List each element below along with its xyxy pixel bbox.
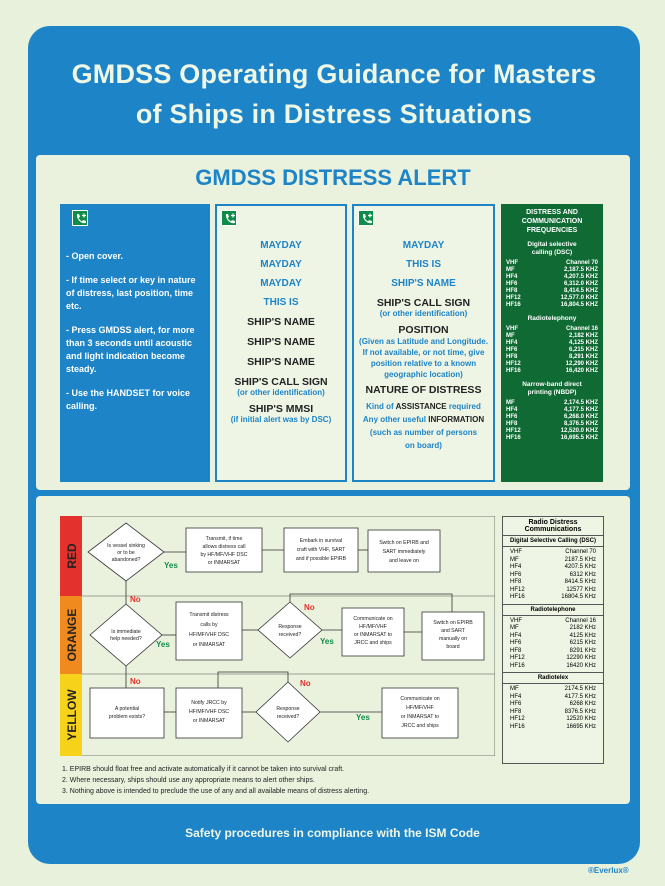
decision-immediate-help: [90, 604, 162, 666]
q2-line: help needed?: [110, 636, 142, 642]
this-is-text: THIS IS: [405, 259, 441, 270]
frequency-row: [506, 347, 598, 354]
frequency-row: [506, 267, 598, 274]
q4-line: Response: [276, 706, 300, 712]
band-cell: MF: [510, 686, 519, 692]
band-cell: HF8: [506, 421, 518, 427]
frequency-row: [510, 579, 596, 587]
band-cell: HF4: [510, 632, 522, 639]
call-sign-text: SHIP'S CALL SIGN: [234, 376, 328, 388]
information-line: Any other useful INFORMATION: [362, 415, 485, 424]
r2-line: Embark in survival: [299, 538, 343, 544]
frequency-cell: 6268 KHz: [569, 701, 596, 707]
r3-line: SART immediately: [382, 549, 426, 555]
frequency-cell: 16420 KHz: [566, 662, 596, 669]
band-cell: VHF: [506, 326, 518, 332]
no-label: No: [130, 677, 141, 686]
y2-line: Communicate on: [400, 696, 440, 702]
band-cell: HF12: [506, 295, 521, 301]
o2-line: HF/MF/VHF: [359, 624, 387, 630]
band-cell: HF8: [506, 288, 518, 294]
frequency-row: [506, 326, 598, 333]
band-cell: VHF: [510, 617, 522, 624]
radio-distress-heading: Radio Distress Communications: [503, 517, 603, 536]
frequency-row: [506, 428, 598, 435]
no-label: No: [300, 679, 311, 688]
frequency-cell: 16,695.5 KHZ: [560, 435, 598, 441]
frequency-row: [506, 421, 598, 428]
frequency-row: [510, 686, 596, 694]
frequency-row: [510, 724, 596, 732]
frequency-cell: 8414.5 KHz: [564, 579, 596, 585]
frequency-row: [510, 625, 596, 633]
frequency-cell: 4,207.5 KHZ: [563, 274, 598, 280]
y1-line: or INMARSAT: [192, 718, 226, 724]
band-cell: VHF: [510, 549, 522, 555]
frequency-row: [506, 414, 598, 421]
frequency-row: [506, 407, 598, 414]
rt-subheading: Radiotelephony: [527, 315, 577, 322]
frequency-row: [510, 640, 596, 648]
frequency-row: [510, 633, 596, 641]
frequency-cell: 2,187.5 KHZ: [563, 267, 598, 273]
band-cell: HF4: [510, 693, 522, 700]
frequency-cell: 12577 KHz: [566, 586, 596, 593]
ship-name-text: SHIP'S NAME: [247, 356, 315, 368]
radiotelex-subheading: Radiotelex: [503, 672, 603, 684]
band-cell: HF16: [510, 723, 525, 730]
mayday-text: MAYDAY: [260, 240, 302, 251]
call-sign-note: (or other identification): [379, 309, 468, 318]
step-transmit-distress-calls: [176, 602, 242, 660]
note-item: 3. Nothing above is intended to preclude the use of any and all available means of distress alerting.: [62, 788, 370, 795]
yellow-label: YELLOW: [65, 689, 79, 741]
o1-line: HF/MF/VHF DSC: [188, 632, 230, 638]
r3-line: and leave on: [389, 558, 419, 564]
band-cell: HF16: [506, 368, 521, 374]
note-item: 2. Where necessary, ships should use any appropriate means to alert other ships.: [62, 777, 315, 784]
frequency-row: [506, 400, 598, 407]
frequency-row: [510, 694, 596, 702]
frequency-row: [506, 288, 598, 295]
radiotelephone-subheading: Radiotelephone: [503, 604, 603, 616]
band-cell: MF: [510, 556, 519, 563]
brand-logo: ®Everlux®: [588, 866, 629, 875]
notes-list: [62, 764, 369, 797]
frequency-row: [506, 295, 598, 302]
band-cell: HF4: [506, 274, 518, 280]
o3-line: manually on: [439, 636, 467, 642]
band-cell: HF8: [510, 579, 522, 585]
frequency-row: [506, 302, 598, 309]
band-cell: HF4: [506, 340, 518, 346]
frequency-row: [510, 701, 596, 709]
frequency-row: [510, 655, 596, 663]
frequency-cell: 6215 KHz: [569, 640, 596, 646]
no-label: No: [304, 603, 315, 612]
step-potential-problem: [90, 688, 164, 738]
distress-message-column: [352, 204, 495, 482]
q1-line: Is vessel sinking: [107, 543, 145, 549]
frequency-cell: 2182 KHz: [569, 625, 596, 631]
frequency-cell: 16,420 KHZ: [565, 368, 598, 374]
frequency-row: [506, 281, 598, 288]
main-title: GMDSS Operating Guidance for Masters of Ships in Distress Situations: [71, 59, 597, 129]
frequency-row: [510, 648, 596, 656]
frequency-cell: 2,174.5 KHZ: [563, 400, 598, 406]
information-note: on board): [405, 441, 442, 450]
dsc-table: [506, 260, 598, 309]
frequency-cell: 12520 KHz: [566, 716, 596, 722]
band-cell: MF: [506, 333, 515, 339]
band-cell: HF12: [506, 428, 521, 434]
frequency-cell: 4207.5 KHz: [564, 564, 596, 570]
o3-line: and SART: [441, 628, 465, 634]
q3-line: received?: [278, 632, 302, 638]
frequency-row: [506, 361, 598, 368]
o2-line: JRCC and ships: [354, 640, 392, 646]
alert-heading: GMDSS DISTRESS ALERT: [195, 165, 471, 190]
frequency-cell: 8,291 KHZ: [568, 354, 598, 360]
distress-phone-icon: [358, 210, 374, 226]
r1-line: by HF/MF/VHF DSC: [200, 552, 248, 558]
y0-line: problem exists?: [108, 714, 146, 720]
band-cell: HF12: [506, 361, 521, 367]
o2-line: Communicate on: [353, 616, 393, 622]
o2-line: or INMARSAT to: [353, 632, 393, 638]
frequency-row: [506, 435, 598, 442]
assistance-line: Kind of ASSISTANCE required: [366, 402, 481, 411]
frequency-row: [510, 663, 596, 671]
frequency-cell: 6,312.0 KHZ: [563, 281, 598, 287]
initial-call-column: [215, 204, 347, 482]
frequency-cell: 12,520.0 KHZ: [560, 428, 598, 434]
q4-line: received?: [276, 714, 300, 720]
q1-line: or to be: [117, 550, 135, 556]
band-cell: HF6: [506, 347, 518, 353]
frequency-cell: 12,290 KHZ: [565, 361, 598, 367]
mayday-text: MAYDAY: [402, 240, 445, 251]
band-cell: MF: [506, 267, 515, 273]
frequencies-box: [501, 204, 603, 482]
frequency-cell: 6,215 KHZ: [568, 347, 598, 353]
r2-line: and if possible EPIRB: [295, 556, 347, 562]
r1-line: allows distress call: [202, 544, 246, 550]
frequency-row: [506, 354, 598, 361]
frequency-row: [510, 557, 596, 565]
q3-line: Response: [278, 624, 302, 630]
band-cell: HF8: [510, 708, 522, 715]
information-note: (such as number of persons: [369, 428, 478, 437]
instructions-box: [60, 204, 210, 482]
dsc-subheading: Digital Selective Calling (DSC): [503, 536, 603, 547]
frequency-row: [506, 340, 598, 347]
band-cell: MF: [506, 400, 515, 406]
o3-line: Switch on EPIRB: [433, 620, 473, 626]
frequency-row: [506, 274, 598, 281]
radiotelephone-table: [510, 618, 596, 671]
band-cell: HF4: [506, 407, 518, 413]
r3-line: Switch on EPIRB and: [379, 540, 429, 546]
r1-line: Transmit, if time: [205, 536, 243, 542]
frequency-cell: 6,268.0 KHZ: [563, 414, 598, 420]
frequency-cell: 4,125 KHZ: [568, 340, 598, 346]
frequency-cell: 16,804.5 KHZ: [560, 302, 598, 308]
frequency-cell: 8376.5 KHz: [564, 708, 596, 715]
yes-label: Yes: [164, 561, 178, 570]
r2-line: craft with VHF, SART: [296, 547, 346, 553]
instruction-item: - If time select or key in nature of distress, last position, time etc.: [66, 275, 196, 311]
distress-phone-icon: [72, 210, 88, 226]
note-item: 1. EPIRB should float free and activate automatically if it cannot be taken into survival craft.: [62, 766, 345, 773]
band-cell: HF16: [506, 302, 521, 308]
r1-line: or INMARSAT: [207, 560, 241, 566]
mmsi-note: (if initial alert was by DSC): [230, 415, 332, 424]
y2-line: HF/MF/VHF: [406, 705, 434, 711]
band-cell: HF6: [510, 571, 522, 578]
red-label: RED: [65, 543, 79, 569]
yes-label: Yes: [320, 637, 334, 646]
call-sign-text: SHIP'S CALL SIGN: [376, 297, 471, 309]
nbdp-table: [506, 400, 598, 442]
frequency-cell: 2,182 KHZ: [568, 333, 598, 339]
o1-line: calls by: [200, 622, 218, 628]
nature-text: NATURE OF DISTRESS: [365, 384, 482, 396]
ship-name-text: SHIP'S NAME: [247, 316, 315, 328]
band-cell: HF12: [510, 716, 525, 722]
frequency-cell: 4,177.5 KHZ: [563, 407, 598, 413]
o1-line: Transmit distress: [189, 612, 229, 618]
o1-line: or INMARSAT: [192, 642, 226, 648]
this-is-text: THIS IS: [263, 297, 299, 308]
nbdp-subheading: Narrow-band direct printing (NBDP): [522, 381, 582, 396]
frequency-cell: 12,577.0 KHZ: [560, 295, 598, 301]
frequency-cell: 4177.5 KHz: [564, 693, 596, 700]
frequency-cell: Channel 16: [565, 617, 596, 624]
band-cell: HF16: [506, 435, 521, 441]
frequency-row: [506, 333, 598, 340]
frequency-cell: 6312 KHz: [569, 571, 596, 578]
frequency-cell: 2187.5 KHz: [564, 556, 596, 563]
yes-label: Yes: [356, 713, 370, 722]
y1-line: Notify JRCC by: [191, 700, 227, 706]
frequency-row: [510, 587, 596, 595]
y0-line: A potential: [114, 706, 140, 712]
instruction-item: - Open cover.: [66, 251, 124, 261]
instruction-item: - Use the HANDSET for voice calling.: [66, 388, 191, 411]
frequency-cell: Channel 16: [565, 326, 598, 332]
o3-line: board: [446, 644, 460, 650]
band-cell: HF6: [510, 701, 522, 707]
position-text: POSITION: [398, 324, 449, 336]
frequencies-heading: DISTRESS AND COMMUNICATION FREQUENCIES: [521, 209, 583, 234]
radio-distress-box: [502, 516, 604, 764]
band-cell: HF4: [510, 564, 522, 570]
q1-line: abandoned?: [111, 557, 141, 563]
band-cell: HF16: [510, 594, 525, 600]
frequency-cell: 8,414.5 KHZ: [563, 288, 598, 294]
no-label: No: [130, 595, 141, 604]
y1-line: HF/MF/VHF DSC: [188, 709, 230, 715]
instruction-item: - Press GMDSS alert, for more than 3 seconds until acoustic and light indication become steady.: [66, 325, 195, 374]
distress-flowchart: [60, 516, 495, 756]
mmsi-text: SHIP'S MMSI: [248, 403, 314, 415]
frequency-cell: 2174.5 KHz: [564, 686, 596, 692]
ship-name-text: SHIP'S NAME: [247, 336, 315, 348]
frequency-cell: Channel 70: [565, 549, 596, 555]
yes-label: Yes: [156, 640, 170, 649]
frequency-cell: 16804.5 KHz: [561, 594, 596, 600]
band-cell: HF12: [510, 586, 525, 593]
band-cell: HF8: [510, 647, 522, 654]
frequency-cell: Channel 70: [565, 260, 598, 266]
position-note: geographic location): [384, 370, 463, 379]
frequency-cell: 4125 KHz: [569, 632, 596, 639]
frequency-row: [506, 260, 598, 267]
band-cell: HF6: [510, 640, 522, 646]
mayday-text: MAYDAY: [260, 259, 302, 270]
position-note: If not available, or not time, give: [362, 348, 485, 357]
band-cell: HF8: [506, 354, 518, 360]
radiotelex-table: [510, 686, 596, 731]
rt-table: [506, 326, 598, 375]
frequency-row: [510, 564, 596, 572]
position-note: position relative to a known: [370, 359, 477, 368]
band-cell: HF6: [506, 414, 518, 420]
frequency-row: [510, 716, 596, 724]
decision-response-yellow: [256, 682, 320, 742]
dsc-table: [510, 549, 596, 602]
frequency-row: [506, 368, 598, 375]
footer-text: Safety procedures in compliance with the ISM Code: [185, 826, 480, 840]
call-sign-note: (or other identification): [237, 388, 325, 397]
band-cell: HF12: [510, 655, 525, 661]
band-cell: MF: [510, 625, 519, 631]
position-note: (Given as Latitude and Longitude.: [359, 337, 488, 346]
frequency-row: [510, 618, 596, 626]
y2-line: or INMARSAT to: [400, 714, 440, 720]
ship-name-text: SHIP'S NAME: [391, 278, 456, 289]
y2-line: JRCC and ships: [401, 723, 439, 729]
dsc-subheading: Digital selective calling (DSC): [527, 241, 577, 256]
frequency-cell: 8291 KHz: [569, 647, 596, 654]
frequency-cell: 8,376.5 KHZ: [563, 421, 598, 427]
frequency-row: [510, 572, 596, 580]
distress-phone-icon: [221, 210, 237, 226]
frequency-cell: 16695 KHz: [566, 723, 596, 730]
frequency-cell: 12290 KHz: [566, 655, 596, 661]
frequency-row: [510, 549, 596, 557]
band-cell: HF16: [510, 662, 525, 669]
frequency-row: [510, 594, 596, 602]
orange-label: ORANGE: [65, 608, 79, 662]
frequency-row: [510, 709, 596, 717]
mayday-text: MAYDAY: [260, 278, 302, 289]
band-cell: HF6: [506, 281, 518, 287]
q2-line: Is immediate: [111, 629, 141, 635]
band-cell: VHF: [506, 260, 518, 266]
